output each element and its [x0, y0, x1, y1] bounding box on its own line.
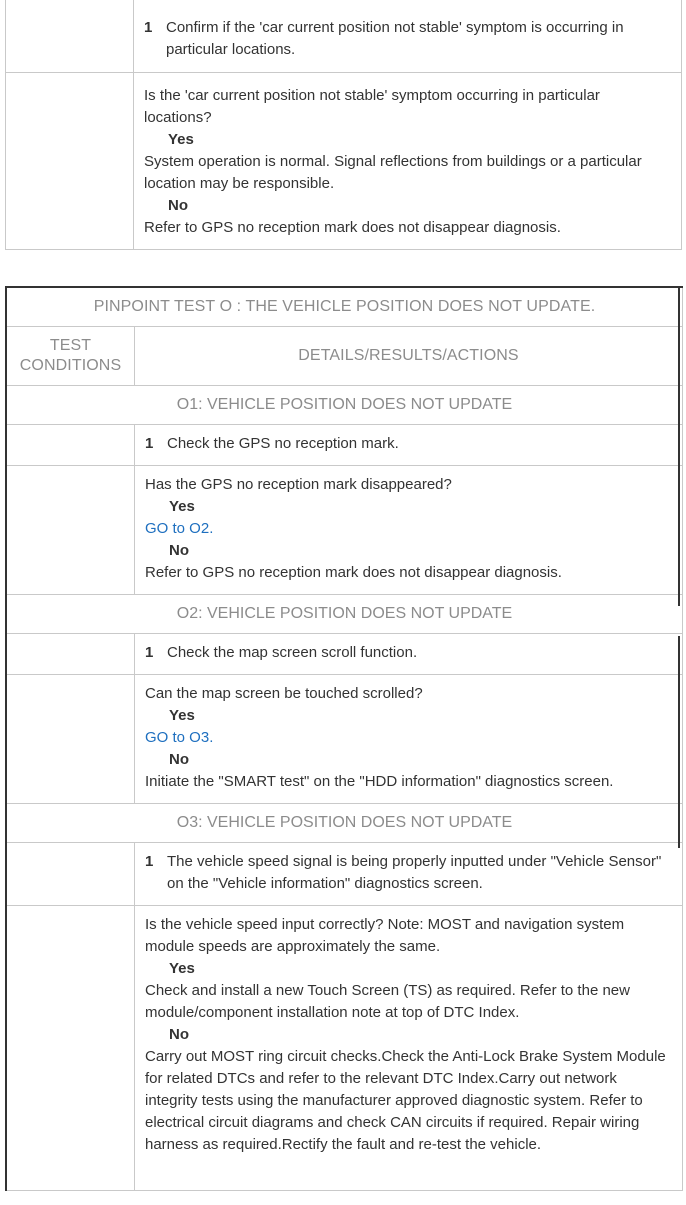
yes-action-text: System operation is normal. Signal reflections from buildings or a particular location may be responsible.: [144, 153, 642, 192]
test-conditions-cell: [6, 906, 135, 1191]
question-text: Can the map screen be touched scrolled?: [145, 685, 423, 702]
previous-test-table: [5, 0, 682, 250]
table-row: [6, 634, 683, 675]
test-conditions-cell: [6, 634, 135, 675]
no-action-text: Initiate the "SMART test" on the "HDD information" diagnostics screen.: [145, 773, 614, 790]
no-label: No: [169, 751, 189, 768]
result-cell: [135, 906, 683, 1191]
column-header-details: DETAILS/RESULTS/ACTIONS: [135, 327, 683, 386]
step-heading-row: [6, 804, 683, 843]
step-text: The vehicle speed signal is being properly inputted under "Vehicle Sensor" on the "Vehicle information" diagnostics screen.: [167, 853, 662, 892]
test-conditions-cell: [6, 675, 135, 804]
step-cell: [135, 425, 683, 466]
yes-label: Yes: [168, 131, 194, 148]
table-right-border: [678, 636, 680, 848]
step-cell: [135, 843, 683, 906]
question-text: Is the vehicle speed input correctly? Note: MOST and navigation system module speeds are approximately the same.: [145, 916, 625, 955]
step-number: 1: [145, 644, 154, 661]
result-cell: [134, 73, 682, 250]
result-cell: [135, 675, 683, 804]
question-text: Has the GPS no reception mark disappeared?: [145, 476, 452, 493]
step-number: 1: [145, 435, 154, 452]
step-text: Check the map screen scroll function.: [167, 644, 418, 661]
column-header-conditions: TEST CONDITIONS: [6, 327, 135, 386]
step-cell: [134, 0, 682, 73]
column-header-row: [6, 327, 683, 386]
table-row: [6, 425, 683, 466]
no-label: No: [169, 1026, 189, 1043]
yes-label: Yes: [169, 960, 195, 977]
step-heading: O3: VEHICLE POSITION DOES NOT UPDATE: [6, 804, 683, 843]
step-cell: [135, 634, 683, 675]
table-row: [6, 0, 682, 73]
step-heading-row: [6, 386, 683, 425]
goto-o3-link[interactable]: GO to O3.: [145, 729, 214, 746]
test-conditions-cell: [6, 843, 135, 906]
no-label: No: [169, 542, 189, 559]
yes-label: Yes: [169, 707, 195, 724]
no-label: No: [168, 197, 188, 214]
yes-action-text: Check and install a new Touch Screen (TS) as required. Refer to the new module/component installation note at top of DTC Index.: [145, 982, 630, 1021]
test-conditions-cell: [6, 0, 134, 73]
table-row: [6, 906, 683, 1191]
step-heading-row: [6, 595, 683, 634]
step-heading: O2: VEHICLE POSITION DOES NOT UPDATE: [6, 595, 683, 634]
table-title-row: [6, 287, 683, 327]
step-heading: O1: VEHICLE POSITION DOES NOT UPDATE: [6, 386, 683, 425]
table-row: [6, 466, 683, 595]
step-number: 1: [145, 853, 154, 870]
test-conditions-cell: [6, 425, 135, 466]
table-row: [6, 843, 683, 906]
pinpoint-test-title: PINPOINT TEST O : THE VEHICLE POSITION DOES NOT UPDATE.: [6, 287, 683, 327]
step-text: Confirm if the 'car current position not stable' symptom is occurring in particular locations.: [166, 19, 624, 58]
yes-label: Yes: [169, 498, 195, 515]
table-row: [6, 675, 683, 804]
no-action-text: Carry out MOST ring circuit checks.Check the Anti-Lock Brake System Module for related DTCs and refer to the relevant DTC Index.Carry out network integrity tests using the manufacturer approved diagnostic system. Refer to electrical circuit diagrams and check CAN circuits if required. Repair wiring harness as required.Rectify the fault and re-test the vehicle.: [145, 1048, 666, 1153]
no-action-text: Refer to GPS no reception mark does not disappear diagnosis.: [145, 564, 562, 581]
step-number: 1: [144, 19, 153, 36]
no-action-text: Refer to GPS no reception mark does not disappear diagnosis.: [144, 219, 561, 236]
step-text: Check the GPS no reception mark.: [167, 435, 399, 452]
table-right-border: [678, 286, 680, 606]
pinpoint-test-table: [5, 286, 683, 1191]
table-row: [6, 73, 682, 250]
goto-o2-link[interactable]: GO to O2.: [145, 520, 214, 537]
test-conditions-cell: [6, 73, 134, 250]
result-cell: [135, 466, 683, 595]
question-text: Is the 'car current position not stable' symptom occurring in particular locations?: [144, 87, 600, 126]
test-conditions-cell: [6, 466, 135, 595]
